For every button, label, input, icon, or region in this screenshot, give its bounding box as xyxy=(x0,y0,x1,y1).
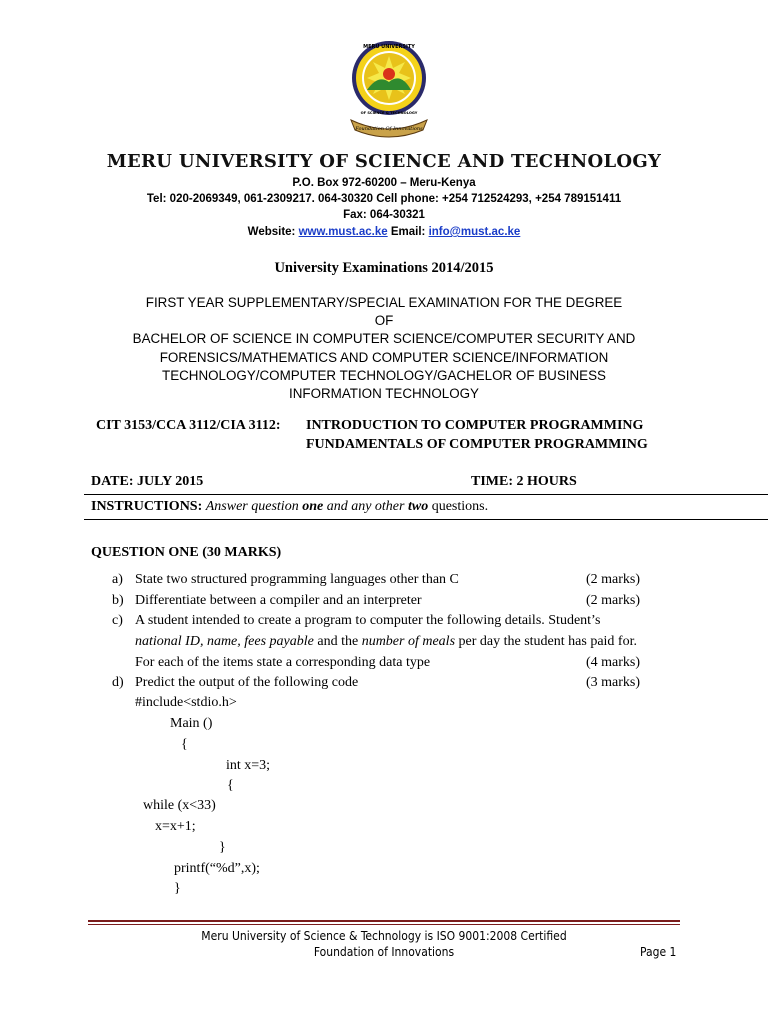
code-line: { xyxy=(181,737,188,752)
footer-certification: Meru University of Science & Technology is ISO 9001:2008 Certified xyxy=(201,929,567,943)
instructions-part: questions. xyxy=(428,499,489,514)
degree-line: INFORMATION TECHNOLOGY xyxy=(289,386,479,402)
email-label: Email: xyxy=(390,226,426,238)
instructions xyxy=(91,499,488,515)
university-logo xyxy=(343,38,435,140)
item-label-a: a) xyxy=(112,572,123,587)
degree-line: OF xyxy=(374,313,394,329)
item-label-c: c) xyxy=(112,613,123,628)
footer-rule-top xyxy=(88,920,680,922)
web-contact-line xyxy=(0,226,768,238)
page-number: Page 1 xyxy=(640,945,677,959)
code-line: int x=3; xyxy=(226,758,271,773)
question-heading: QUESTION ONE (30 MARKS) xyxy=(91,545,282,560)
italic-term: number of meals xyxy=(361,634,456,649)
footer-rule-bottom xyxy=(88,924,680,925)
exam-time: TIME: 2 HOURS xyxy=(471,474,577,489)
code-line: #include<stdio.h> xyxy=(135,695,237,710)
italic-term: national ID, name, fees payable xyxy=(135,634,314,649)
degree-line: TECHNOLOGY/COMPUTER TECHNOLOGY/GACHELOR OF BUSINESS xyxy=(162,367,606,383)
item-label-d: d) xyxy=(112,675,124,690)
instructions-emphasis: two xyxy=(407,499,429,514)
item-text-b: Differentiate between a compiler and an interpreter xyxy=(135,593,422,608)
footer-motto: Foundation of Innovations xyxy=(313,945,455,959)
item-text-c-1: A student intended to create a program to computer the following details. Student’s xyxy=(135,613,601,628)
course-title-1: INTRODUCTION TO COMPUTER PROGRAMMING xyxy=(306,418,644,433)
item-label-b: b) xyxy=(112,593,124,608)
item-text-d: Predict the output of the following code xyxy=(135,675,359,690)
code-line: Main () xyxy=(170,716,213,731)
logo-text-top: MERU UNIVERSITY xyxy=(363,44,415,50)
instructions-part: Answer question xyxy=(205,499,303,514)
code-line: } xyxy=(174,881,181,896)
code-line: printf(“%d”,x); xyxy=(174,861,260,876)
divider-bottom xyxy=(84,519,768,520)
instructions-text xyxy=(206,499,428,514)
item-marks-a: (2 marks) xyxy=(586,572,641,587)
website-label: Website: xyxy=(247,226,296,238)
item-marks-d: (3 marks) xyxy=(586,675,641,690)
item-text-c-2 xyxy=(135,634,637,650)
po-box: P.O. Box 972-60200 – Meru-Kenya xyxy=(292,177,476,189)
item-text-c-3: For each of the items state a corresponding data type xyxy=(135,655,431,670)
item-marks-b: (2 marks) xyxy=(586,593,641,608)
logo-motto: Foundation Of Innovations xyxy=(355,126,423,132)
code-line: { xyxy=(227,778,234,793)
website-link[interactable]: www.must.ac.ke xyxy=(298,226,388,238)
item-text-a: State two structured programming languages other than C xyxy=(135,572,459,587)
text-part: and the xyxy=(313,634,362,649)
logo-text-side: OF SCIENCE & TECHNOLOGY xyxy=(360,111,418,115)
code-line: x=x+1; xyxy=(155,819,196,834)
item-marks-c: (4 marks) xyxy=(586,655,641,670)
divider-top xyxy=(84,494,768,495)
email-link[interactable]: info@must.ac.ke xyxy=(428,226,521,238)
instructions-part: and any other xyxy=(323,499,408,514)
course-codes: CIT 3153/CCA 3112/CIA 3112: xyxy=(96,418,281,433)
course-title-2: FUNDAMENTALS OF COMPUTER PROGRAMMING xyxy=(306,437,648,452)
code-line: while (x<33) xyxy=(143,798,216,813)
degree-line: FIRST YEAR SUPPLEMENTARY/SPECIAL EXAMINATION FOR THE DEGREE xyxy=(145,295,623,310)
instructions-emphasis: one xyxy=(302,499,324,514)
exam-session: University Examinations 2014/2015 xyxy=(274,260,494,276)
code-line: } xyxy=(219,840,226,855)
degree-block xyxy=(84,294,684,403)
telephone-line: Tel: 020-2069349, 061-2309217. 064-30320 Cell phone: +254 712524293, +254 789151411 xyxy=(146,193,622,205)
exam-date: DATE: JULY 2015 xyxy=(91,474,204,489)
university-name: MERU UNIVERSITY OF SCIENCE AND TECHNOLOGY xyxy=(106,151,662,172)
degree-line: FORENSICS/MATHEMATICS AND COMPUTER SCIENCE/INFORMATION xyxy=(159,349,609,365)
instructions-label: INSTRUCTIONS: xyxy=(91,499,203,514)
degree-line: BACHELOR OF SCIENCE IN COMPUTER SCIENCE/COMPUTER SECURITY AND xyxy=(132,331,636,347)
fax-line: Fax: 064-30321 xyxy=(343,209,425,221)
text-part: per day the student has paid for. xyxy=(455,634,637,649)
